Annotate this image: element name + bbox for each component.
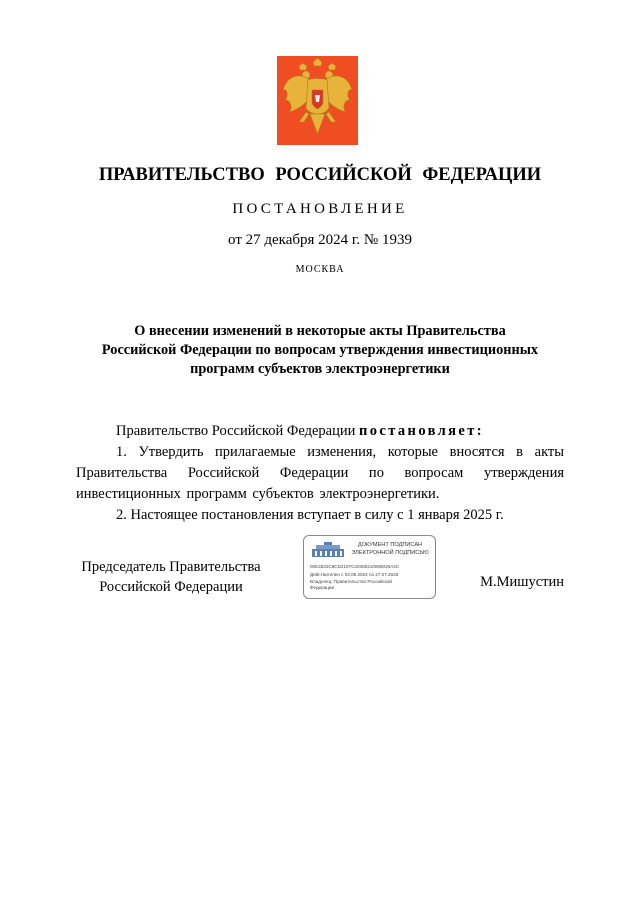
signer-position-line-1: Председатель Правительства: [81, 559, 261, 575]
stamp-owner: Владелец: Правительство Российской: [310, 579, 392, 584]
stamp-heading-line-1: ДОКУМЕНТ ПОДПИСАН: [357, 542, 423, 548]
document-city: МОСКВА: [295, 264, 345, 275]
item-2-paragraph: 2. Настоящее постановления вступает в силу с 1 января 2025 г.: [116, 507, 504, 523]
item-1-paragraph: 1. Утвердить прилагаемые изменения, которые вносятся в акты Правительства Российской Федерации по вопросам утверждения инвестиционных программ субъектов электроэнергетики.: [76, 444, 564, 502]
stamp-heading: [344, 542, 436, 557]
signer-position-line-2: Российской Федерации: [99, 579, 243, 595]
document-type: ПОСТАНОВЛЕНИЕ: [232, 201, 408, 217]
stamp-owner-continued: Федерации: [310, 585, 335, 590]
document-heading: [60, 322, 580, 379]
government-building-icon: [310, 541, 346, 559]
heading-line-3: программ субъектов электроэнергетики: [190, 361, 450, 377]
electronic-signature-stamp: [303, 535, 436, 599]
signer-position: [76, 557, 266, 597]
document-date-number: от 27 декабря 2024 г. № 1939: [228, 232, 412, 248]
intro-paragraph: [76, 421, 564, 442]
document-body: [76, 421, 564, 526]
stamp-heading-line-2: ЭЛЕКТРОННОЙ ПОДПИСЬЮ: [351, 549, 429, 556]
intro-prefix: Правительство Российской Федерации: [116, 423, 356, 439]
heading-line-2: Российской Федерации по вопросам утверждения инвестиционных: [101, 342, 539, 358]
coat-of-arms-emblem: [277, 56, 358, 145]
heading-line-1: О внесении изменений в некоторые акты Правительства: [134, 323, 506, 339]
signer-name: М.Мишустин: [480, 574, 564, 590]
stamp-validity: Действителен с 03.05.2024 по 27.07.2025: [310, 572, 399, 577]
intro-verb: постановляет:: [358, 423, 485, 439]
organization-title: ПРАВИТЕЛЬСТВО РОССИЙСКОЙ ФЕДЕРАЦИИ: [98, 165, 542, 185]
stamp-certificate-number: 00E3632C8CD2197C40369210066026A4C: [310, 564, 400, 569]
